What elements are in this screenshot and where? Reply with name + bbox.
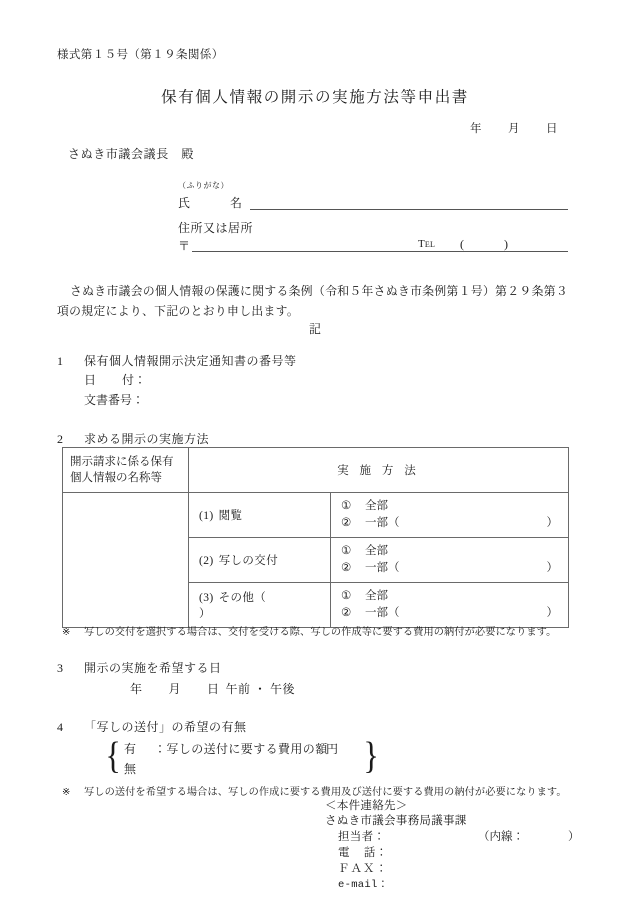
extension-label: （内線： — [478, 831, 524, 843]
contact-email-row: e-mail： — [338, 879, 389, 891]
method-3-suffix: ） — [199, 608, 211, 620]
method-cell-1[interactable] — [189, 493, 331, 538]
copy-delivery-option-no[interactable]: 無 — [124, 762, 137, 776]
furigana-label: （ふりがな） — [178, 181, 229, 190]
table-row — [63, 493, 569, 538]
contact-organization: さぬき市議会事務局議事課 — [325, 815, 467, 827]
extension-close: ） — [568, 831, 580, 843]
scope-cell-3[interactable] — [331, 583, 569, 628]
telephone-label: Tel — [418, 238, 436, 250]
method-2-label: 写しの交付 — [218, 555, 279, 567]
section-4-title: 「写しの送付」の希望の有無 — [84, 720, 247, 734]
scope-2-mark-all: ① — [341, 545, 352, 557]
disclosure-methods-table — [62, 447, 569, 628]
address-input-rule[interactable] — [192, 251, 568, 252]
table-header-row — [63, 448, 569, 493]
scope-3-mark-all: ① — [341, 590, 352, 602]
scope-1-paren-close: ） — [546, 517, 558, 529]
preferred-year-label: 年 — [130, 682, 143, 696]
name-input-rule[interactable] — [250, 209, 568, 210]
tel-paren-open: ( — [460, 237, 464, 251]
notice-date-row — [84, 371, 146, 388]
scope-2-label-partial: 一部（ — [365, 562, 400, 574]
header-info-name-line2: 個人情報の名称等 — [70, 472, 162, 484]
section-2-heading — [57, 430, 209, 447]
tel-paren-close: ) — [504, 237, 508, 251]
option-yes-label: 有 — [124, 742, 137, 756]
copy-delivery-choice-group — [104, 735, 379, 782]
contact-fax-row: ＦＡＸ： — [338, 863, 388, 875]
scope-3-option-partial[interactable] — [341, 605, 558, 622]
preferred-day-label: 日 — [207, 682, 220, 696]
info-name-input-cell[interactable] — [63, 493, 189, 628]
scope-cell-1[interactable] — [331, 493, 569, 538]
notice-date-label-a: 日 — [84, 373, 97, 387]
brace-left-icon: { — [105, 735, 121, 777]
scope-1-mark-partial: ② — [341, 517, 352, 529]
contact-block-title: ＜本件連絡先＞ — [325, 800, 408, 812]
date-day-label: 日 — [546, 123, 558, 135]
document-number-row: 文書番号： — [84, 393, 145, 407]
telephone-input[interactable] — [460, 237, 508, 252]
scope-3-mark-partial: ② — [341, 607, 352, 619]
section-1-title: 保有個人情報開示決定通知書の番号等 — [84, 354, 297, 368]
address-label: 住所又は居所 — [178, 221, 254, 235]
scope-2-option-partial[interactable] — [341, 560, 558, 577]
contact-person-row: 担当者： — [338, 831, 386, 843]
name-label-part1: 氏 — [178, 196, 191, 210]
section-3-number: 3 — [57, 661, 64, 675]
header-method-cell: 実 施 方 法 — [189, 448, 569, 493]
scope-1-option-all[interactable] — [341, 498, 558, 515]
scope-1-mark-all: ① — [341, 500, 352, 512]
submission-date-line — [470, 120, 558, 136]
contact-tel-label-a: 電 — [338, 847, 350, 859]
delivery-cost-currency: 円 — [326, 742, 339, 756]
section-2-number: 2 — [57, 432, 64, 446]
header-info-name-line1: 開示請求に係る保有 — [70, 456, 174, 468]
section-2-note — [62, 623, 556, 638]
postal-code-symbol: 〒 — [178, 239, 191, 253]
scope-3-option-all[interactable] — [341, 588, 558, 605]
addressee: さぬき市議会議長 殿 — [68, 147, 195, 161]
method-cell-2[interactable] — [189, 538, 331, 583]
option-yes-detail: ：写しの送付に要する費用の額 — [154, 742, 328, 756]
scope-2-option-all[interactable] — [341, 543, 558, 560]
method-3-label: その他（ — [218, 592, 267, 604]
section-1-heading — [57, 352, 297, 369]
preferred-month-label: 月 — [168, 682, 182, 696]
section-1-number: 1 — [57, 354, 64, 368]
ordinance-paragraph: さぬき市議会の個人情報の保護に関する条例（令和５年さぬき市条例第１号）第２９条第３項の規定により、下記のとおり申し出ます。 — [57, 284, 569, 318]
method-3-prefix: (3) — [199, 592, 214, 604]
note-mark-2: ※ — [62, 787, 71, 798]
scope-1-label-all: 全部 — [365, 500, 388, 512]
section-3-heading — [57, 659, 222, 676]
scope-1-label-partial: 一部（ — [365, 517, 400, 529]
method-2-prefix: (2) — [199, 555, 214, 567]
section-3-title: 開示の実施を希望する日 — [84, 661, 222, 675]
brace-right-icon: } — [363, 735, 379, 777]
scope-3-label-all: 全部 — [365, 590, 388, 602]
contact-telephone-row — [338, 844, 387, 860]
copy-delivery-option-yes[interactable] — [124, 740, 328, 757]
form-number: 様式第１５号（第１９条関係） — [57, 49, 224, 61]
preferred-ampm-choice[interactable]: 午前 ・ 午後 — [225, 682, 296, 696]
scope-cell-2[interactable] — [331, 538, 569, 583]
section-4-note — [62, 783, 567, 798]
page-title: 保有個人情報の開示の実施方法等申出書 — [161, 89, 469, 106]
scope-3-label-partial: 一部（ — [365, 607, 400, 619]
method-cell-3[interactable] — [189, 583, 331, 628]
scope-1-option-partial[interactable] — [341, 515, 558, 532]
section-4-heading — [57, 718, 247, 735]
scope-2-mark-partial: ② — [341, 562, 352, 574]
section-2-title: 求める開示の実施方法 — [84, 432, 210, 446]
note-mark-1: ※ — [62, 627, 71, 638]
section-4-number: 4 — [57, 720, 64, 734]
scope-2-label-all: 全部 — [365, 545, 388, 557]
scope-2-paren-close: ） — [546, 562, 558, 574]
contact-tel-label-b: 話： — [363, 847, 388, 859]
contact-extension — [478, 828, 580, 844]
header-info-name-cell — [63, 448, 189, 493]
name-label — [178, 194, 242, 211]
method-1-label: 閲覧 — [218, 510, 243, 522]
note-text-1: 写しの交付を選択する場合は、交付を受ける際、写しの作成等に要する費用の納付が必要になります。 — [84, 627, 557, 638]
date-year-label: 年 — [470, 123, 482, 135]
scope-3-paren-close: ） — [546, 607, 558, 619]
method-1-prefix: (1) — [199, 510, 214, 522]
date-month-label: 月 — [508, 123, 520, 135]
name-label-part2: 名 — [230, 196, 243, 210]
notice-date-label-b: 付： — [122, 373, 147, 387]
note-text-2: 写しの送付を希望する場合は、写しの作成に要する費用及び送付に要する費用の納付が必要になります。 — [84, 787, 567, 798]
preferred-date-row[interactable] — [130, 680, 295, 697]
ki-marker: 記 — [308, 322, 321, 336]
